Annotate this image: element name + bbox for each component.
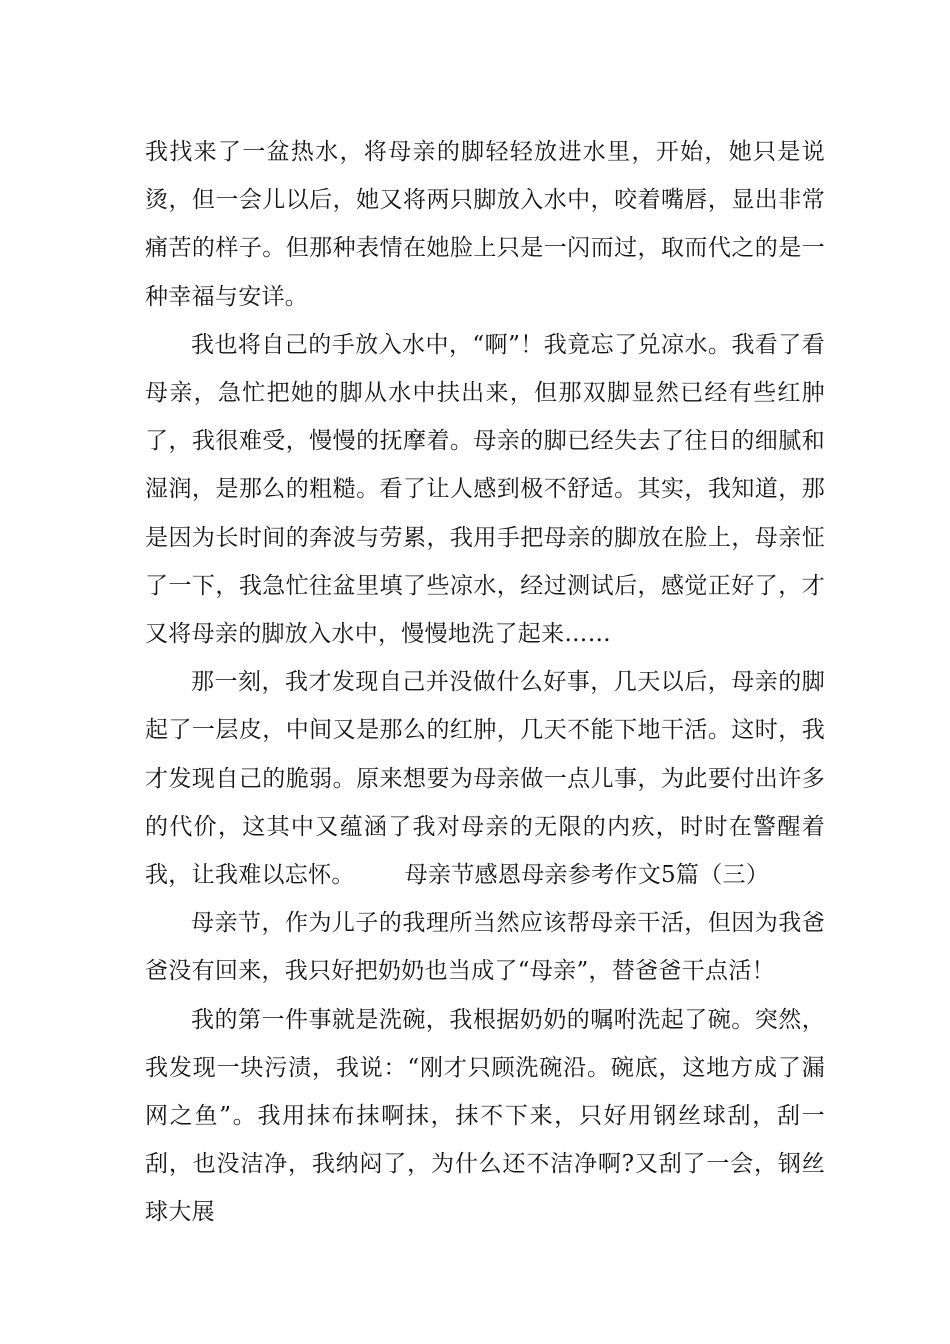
paragraph-4: 母亲节，作为儿子的我理所当然应该帮母亲干活，但因为我爸爸没有回来，我只好把奶奶也当成了“母亲”，替爸爸干点活！ [145, 910, 825, 985]
paragraph-3 [145, 658, 825, 899]
paragraph-5: 我的第一件事就是洗碗，我根据奶奶的嘱咐洗起了碗。突然，我发现一块污渍，我说：“刚才只顾洗碗沿。碗底，这地方成了漏网之鱼”。我用抹布抹啊抹，抹不下来，只好用钢丝球刮，刮一刮，也没洁净，我纳闷了，为什么还不洁净啊?又刮了一会，钢丝球大展 [145, 1006, 825, 1226]
section-heading: 母亲节感恩母亲参考作文5篇（三） [404, 862, 770, 889]
article-body [145, 128, 825, 1237]
paragraph-1: 我找来了一盆热水，将母亲的脚轻轻放进水里，开始，她只是说烫，但一会儿以后，她又将两只脚放入水中，咬着嘴唇，显出非常痛苦的样子。但那种表情在她脸上只是一闪而过，取而代之的是一种幸福与安详。 [145, 139, 825, 310]
paragraph-3-text: 那一刻，我才发现自己并没做什么好事，几天以后，母亲的脚起了一层皮，中间又是那么的红肿，几天不能下地干活。这时，我才发现自己的脆弱。原来想要为母亲做一点儿事，为此要付出许多的代价，这其中又蕴涵了我对母亲的无限的内疚，时时在警醒着我，让我难以忘怀。 [145, 669, 825, 889]
paragraph-2: 我也将自己的手放入水中，“啊”！我竟忘了兑凉水。我看了看母亲，急忙把她的脚从水中扶出来，但那双脚显然已经有些红肿了，我很难受，慢慢的抚摩着。母亲的脚已经失去了往日的细腻和湿润，是那么的粗糙。看了让人感到极不舒适。其实，我知道，那是因为长时间的奔波与劳累，我用手把母亲的脚放在脸上，母亲怔了一下，我急忙往盆里填了些凉水，经过测试后，感觉正好了，才又将母亲的脚放入水中，慢慢地洗了起来…… [145, 331, 825, 648]
